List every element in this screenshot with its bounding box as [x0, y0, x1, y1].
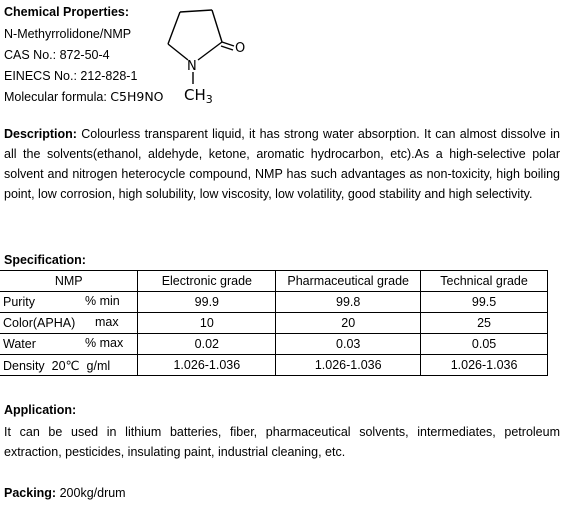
table-cell: 20	[276, 313, 421, 334]
row-unit: max	[95, 315, 119, 329]
nmp-structure-diagram	[150, 0, 260, 110]
row-name: Water	[3, 337, 36, 351]
row-unit: % max	[85, 336, 124, 350]
packing-label: Packing:	[4, 486, 57, 500]
cas-number: CAS No.: 872-50-4	[4, 48, 110, 62]
row-label-water	[0, 334, 138, 355]
column-header-technical: Technical grade	[421, 271, 548, 292]
table-cell: 1.026-1.036	[421, 355, 548, 376]
methyl-group-ch: CH	[184, 86, 206, 104]
specification-heading: Specification:	[4, 253, 86, 267]
row-unit: % min	[85, 294, 120, 308]
table-cell: 0.05	[421, 334, 548, 355]
row-label-purity	[0, 292, 138, 313]
table-cell: 1.026-1.036	[138, 355, 276, 376]
row-label-color	[0, 313, 138, 334]
table-cell: 10	[138, 313, 276, 334]
table-cell: 99.5	[421, 292, 548, 313]
methyl-group-label	[184, 86, 213, 106]
table-row-water	[0, 334, 548, 355]
table-cell: 0.03	[276, 334, 421, 355]
specification-table	[0, 270, 548, 376]
description-text: Colourless transparent liquid, it has strong water absorption. It can almost dissolve in all the solvents(ethanol, aldehyde, ketone, aromatic hydrocarbon, etc).As a high-selective polar solvent and nitrogen heterocycle compound, NMP has such advantages as non-toxicity, high boiling point, low corrosion, high solubility, low viscosity, low volatility, good stability and high selectivity.	[4, 127, 560, 201]
column-header-nmp: NMP	[0, 271, 138, 292]
einecs-number: EINECS No.: 212-828-1	[4, 69, 138, 83]
table-row-density	[0, 355, 548, 376]
molecular-formula-label: Molecular formula:	[4, 90, 111, 104]
table-cell: 0.02	[138, 334, 276, 355]
table-cell: 25	[421, 313, 548, 334]
packing-line	[4, 486, 126, 500]
row-name: Density 20℃ g/ml	[3, 358, 111, 373]
row-name: Purity	[3, 295, 35, 309]
table-row-color	[0, 313, 548, 334]
row-label-density	[0, 355, 138, 376]
row-name: Color(APHA)	[3, 316, 76, 330]
table-row-purity	[0, 292, 548, 313]
description-label: Description:	[4, 127, 77, 141]
oxygen-atom-label: O	[235, 41, 246, 56]
chemical-name: N-Methyrrolidone/NMP	[4, 27, 132, 41]
table-cell: 1.026-1.036	[276, 355, 421, 376]
application-text: It can be used in lithium batteries, fiber, pharmaceutical solvents, intermediates, petroleum extraction, pesticides, insulating paint, industrial cleaning, etc.	[4, 425, 560, 459]
chemical-properties-heading: Chemical Properties:	[4, 5, 130, 19]
column-header-pharmaceutical: Pharmaceutical grade	[276, 271, 421, 292]
application-heading: Application:	[4, 403, 77, 417]
packing-value: 200kg/drum	[56, 486, 126, 500]
molecular-formula-value: C5H9NO	[110, 89, 164, 104]
nitrogen-atom-label: N	[187, 59, 197, 74]
table-cell: 99.8	[276, 292, 421, 313]
table-cell: 99.9	[138, 292, 276, 313]
column-header-electronic: Electronic grade	[138, 271, 276, 292]
description-paragraph	[4, 124, 560, 204]
methyl-group-subscript: 3	[205, 93, 213, 106]
table-header-row	[0, 271, 548, 292]
molecular-formula	[4, 89, 164, 104]
